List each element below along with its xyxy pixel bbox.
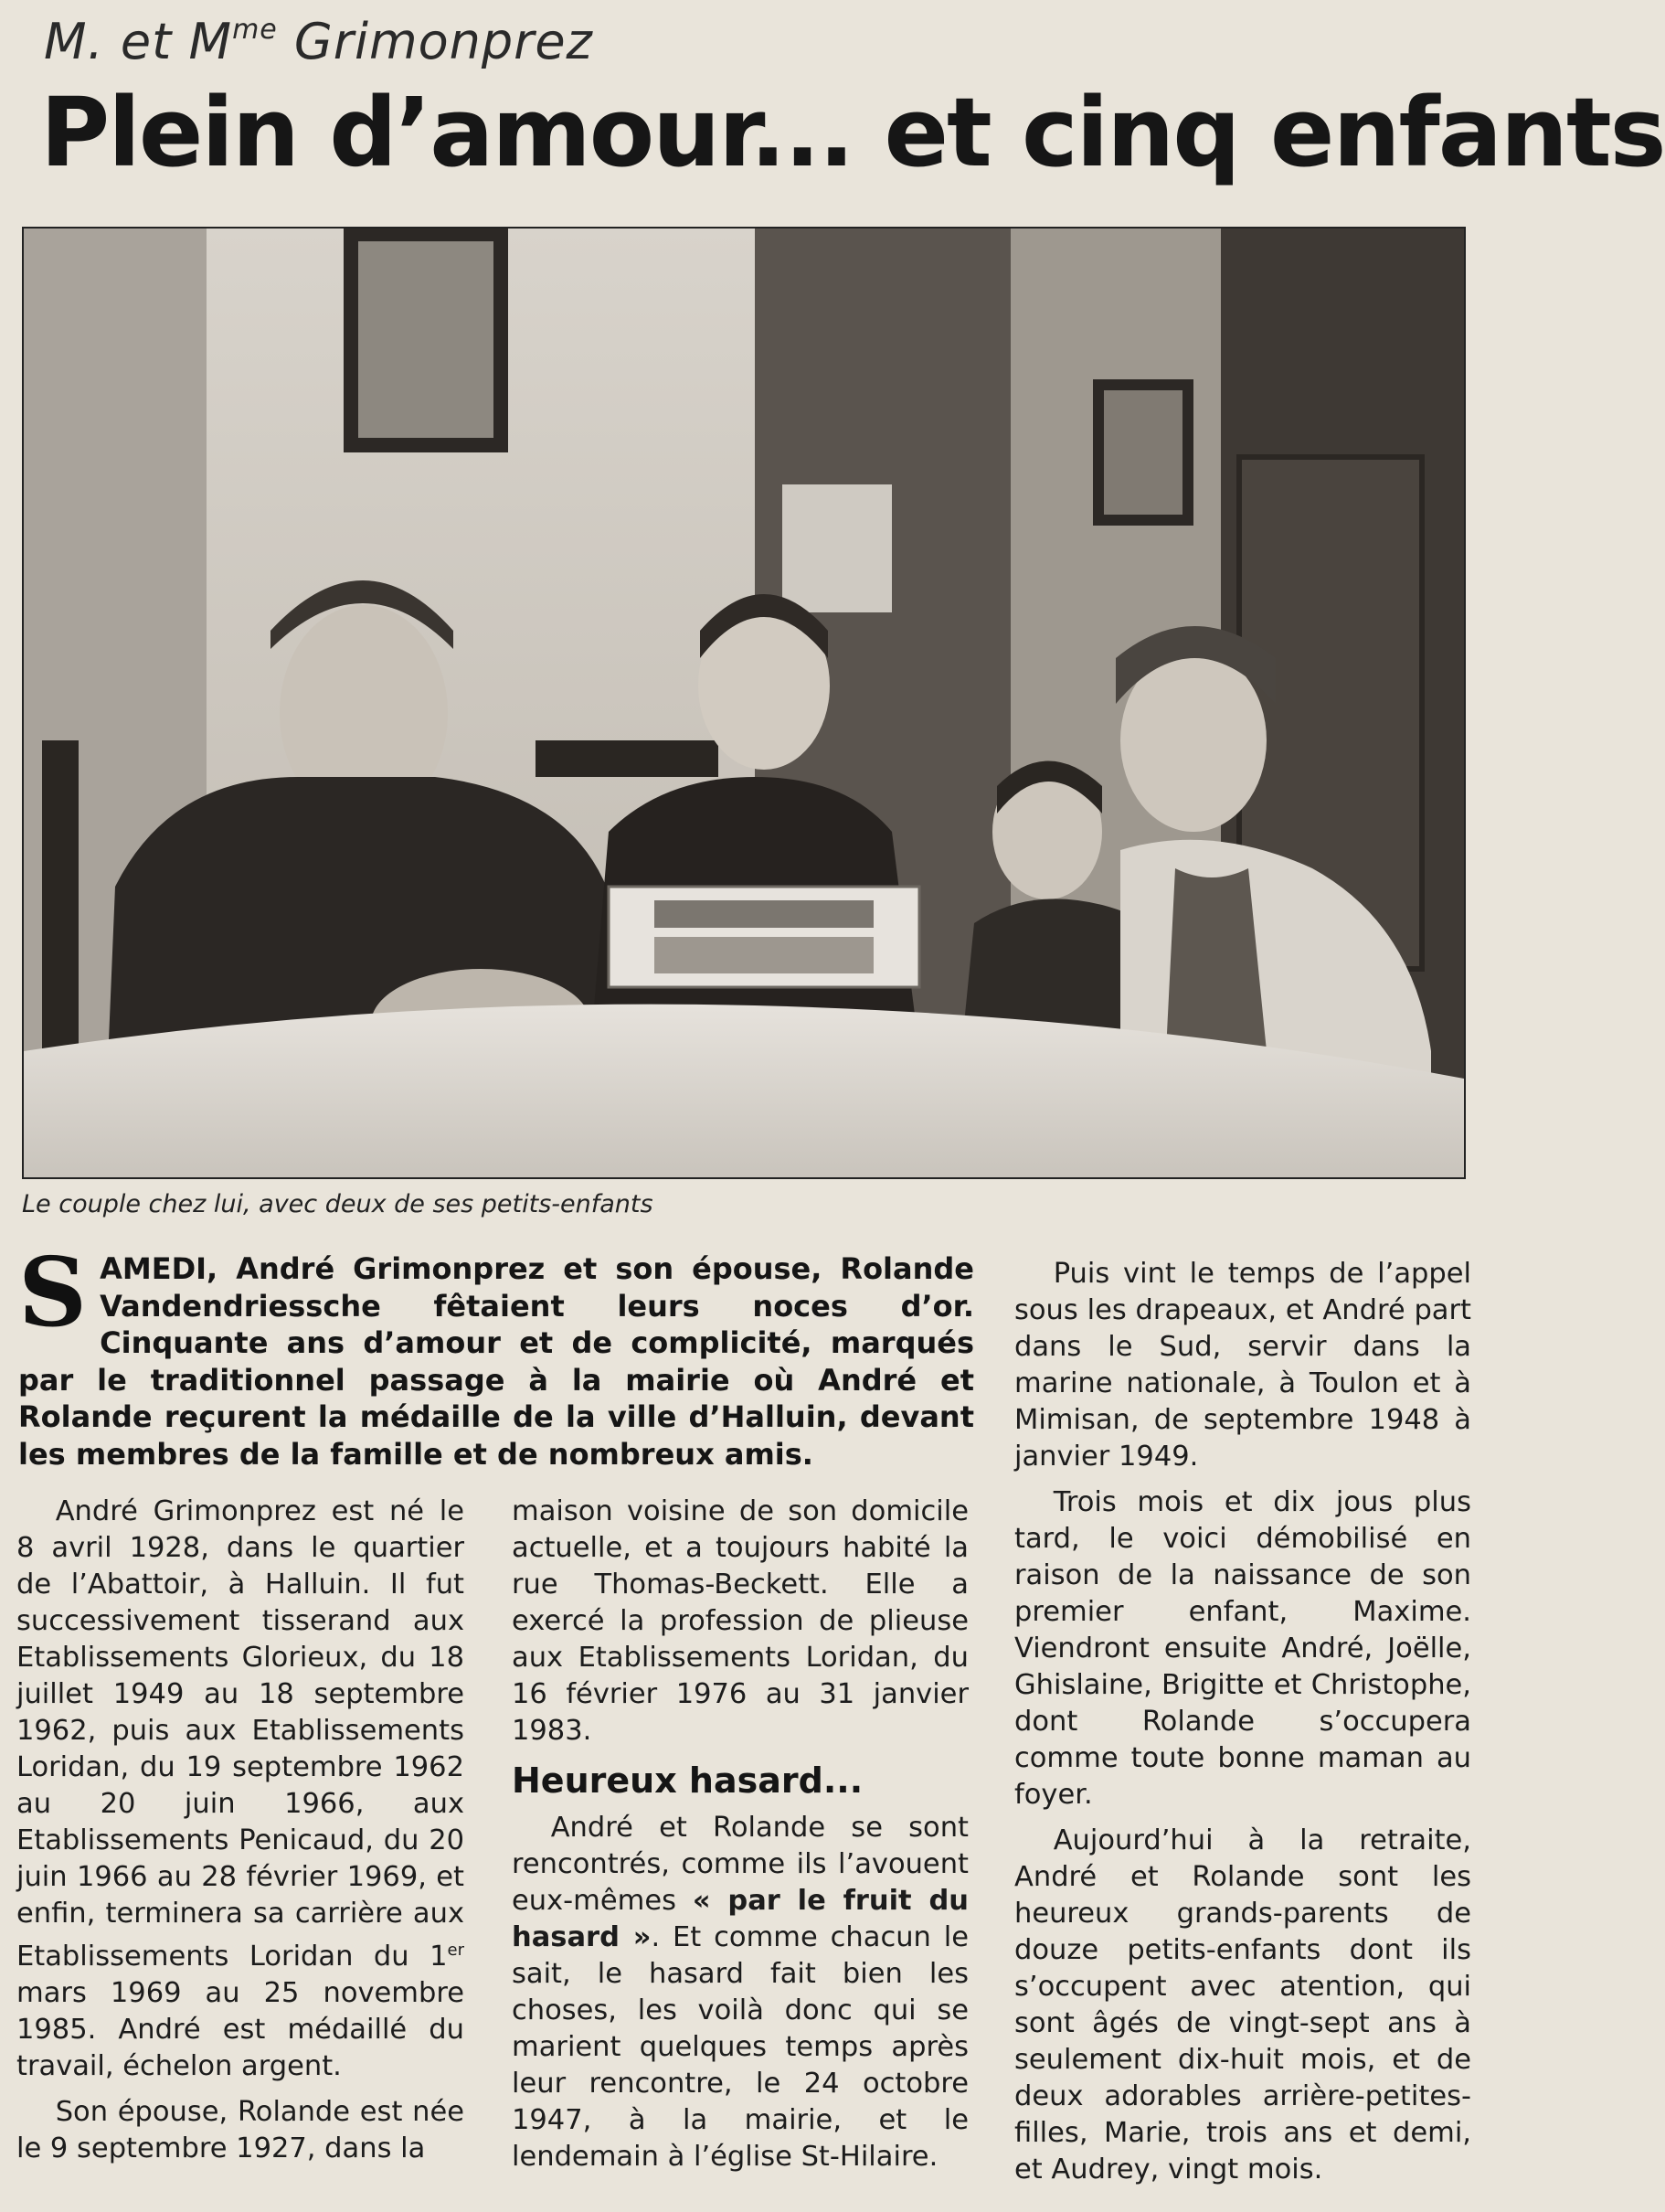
paragraph: Trois mois et dix jous plus tard, le voici démobilisé en raison de la naissance de son premier enfant, Maxime. Viendront ensuite André, Joëlle, Ghislaine, Brigitte et Christophe, dont Rolande s’occupera comme toute bonne maman au foyer.	[1014, 1486, 1471, 1811]
column-3	[1014, 1256, 1471, 2197]
paragraph: André et Rolande se sont rencontrés, comme ils l’avouent eux-mêmes « par le fruit du hasard ». Et comme chacun le sait, le hasard fait bien les choses, les voilà donc qui se marient quelques temps après leur rencontre, le 24 octobre 1947, à la mairie, et le lendemain à l’église St-Hilaire.	[512, 1812, 970, 2173]
drop-cap: S	[18, 1236, 88, 1348]
paragraph: Aujourd’hui à la retraite, André et Rolande sont les heureux grands-parents de douze petits-enfants dont ils s’occupent avec atention, qui sont âgés de vingt-sept ans à seulement dix-huit mois, et de deux adorables arrière-petites-filles, Marie, trois ans et demi, et Audrey, vingt mois.	[1014, 1824, 1471, 2185]
paragraph: Son épouse, Rolande est née le 9 septembre 1927, dans la	[16, 2096, 464, 2165]
column-2	[512, 1494, 969, 2185]
paragraph: Puis vint le temps de l’appel sous les drapeaux, et André part dans le Sud, servir dans la marine nationale, à Toulon et à Mimisan, de septembre 1948 à janvier 1949.	[1014, 1258, 1471, 1473]
kicker: M. et $M^{me}$ Grimonprez	[44, 13, 593, 70]
paragraph: maison voisine de son domicile actuelle, et a toujours habité la rue Thomas-Beckett. Elle a exercé la profession de plieuse aux Etablissements Loridan, du 16 février 1976 au 31 janvier 1983.	[512, 1495, 969, 1747]
photo-caption: Le couple chez lui, avec deux de ses petits-enfants	[22, 1190, 653, 1218]
lead-text: AMEDI, André Grimonprez et son épouse, Rolande Vandendriessche fêtaient leurs noces d’or. Cinquante ans d’amour et de complicité, marqués par le traditionnel passage à la mairie où André et Rolande reçurent la médaille de la ville d’Halluin, devant les membres de la famille et de nombreux amis.	[18, 1251, 974, 1472]
column-1	[16, 1494, 464, 2176]
paragraph: André Grimonprez est né le 8 avril 1928, dans le quartier de l’Abattoir, à Halluin. Il fut successivement tisserand aux Etablissements Glorieux, du 18 juillet 1949 au 18 septembre 1962, puis aux Etablissements Loridan, du 19 septembre 1962 au 20 juin 1966, aux Etablissements Penicaud, du 20 juin 1966 au 28 février 1969, et enfin, terminera sa carrière aux Etablissements Loridan du 1er mars 1969 au 25 novembre 1985. André est médaillé du travail, échelon argent.	[16, 1495, 464, 2083]
photo-illustration	[24, 229, 1464, 1177]
lead-paragraph	[18, 1236, 974, 1473]
headline: Plein d’amour... et cinq enfants	[40, 77, 1665, 188]
couple-photo	[22, 227, 1466, 1179]
subheading: Heureux hasard...	[512, 1760, 864, 1801]
